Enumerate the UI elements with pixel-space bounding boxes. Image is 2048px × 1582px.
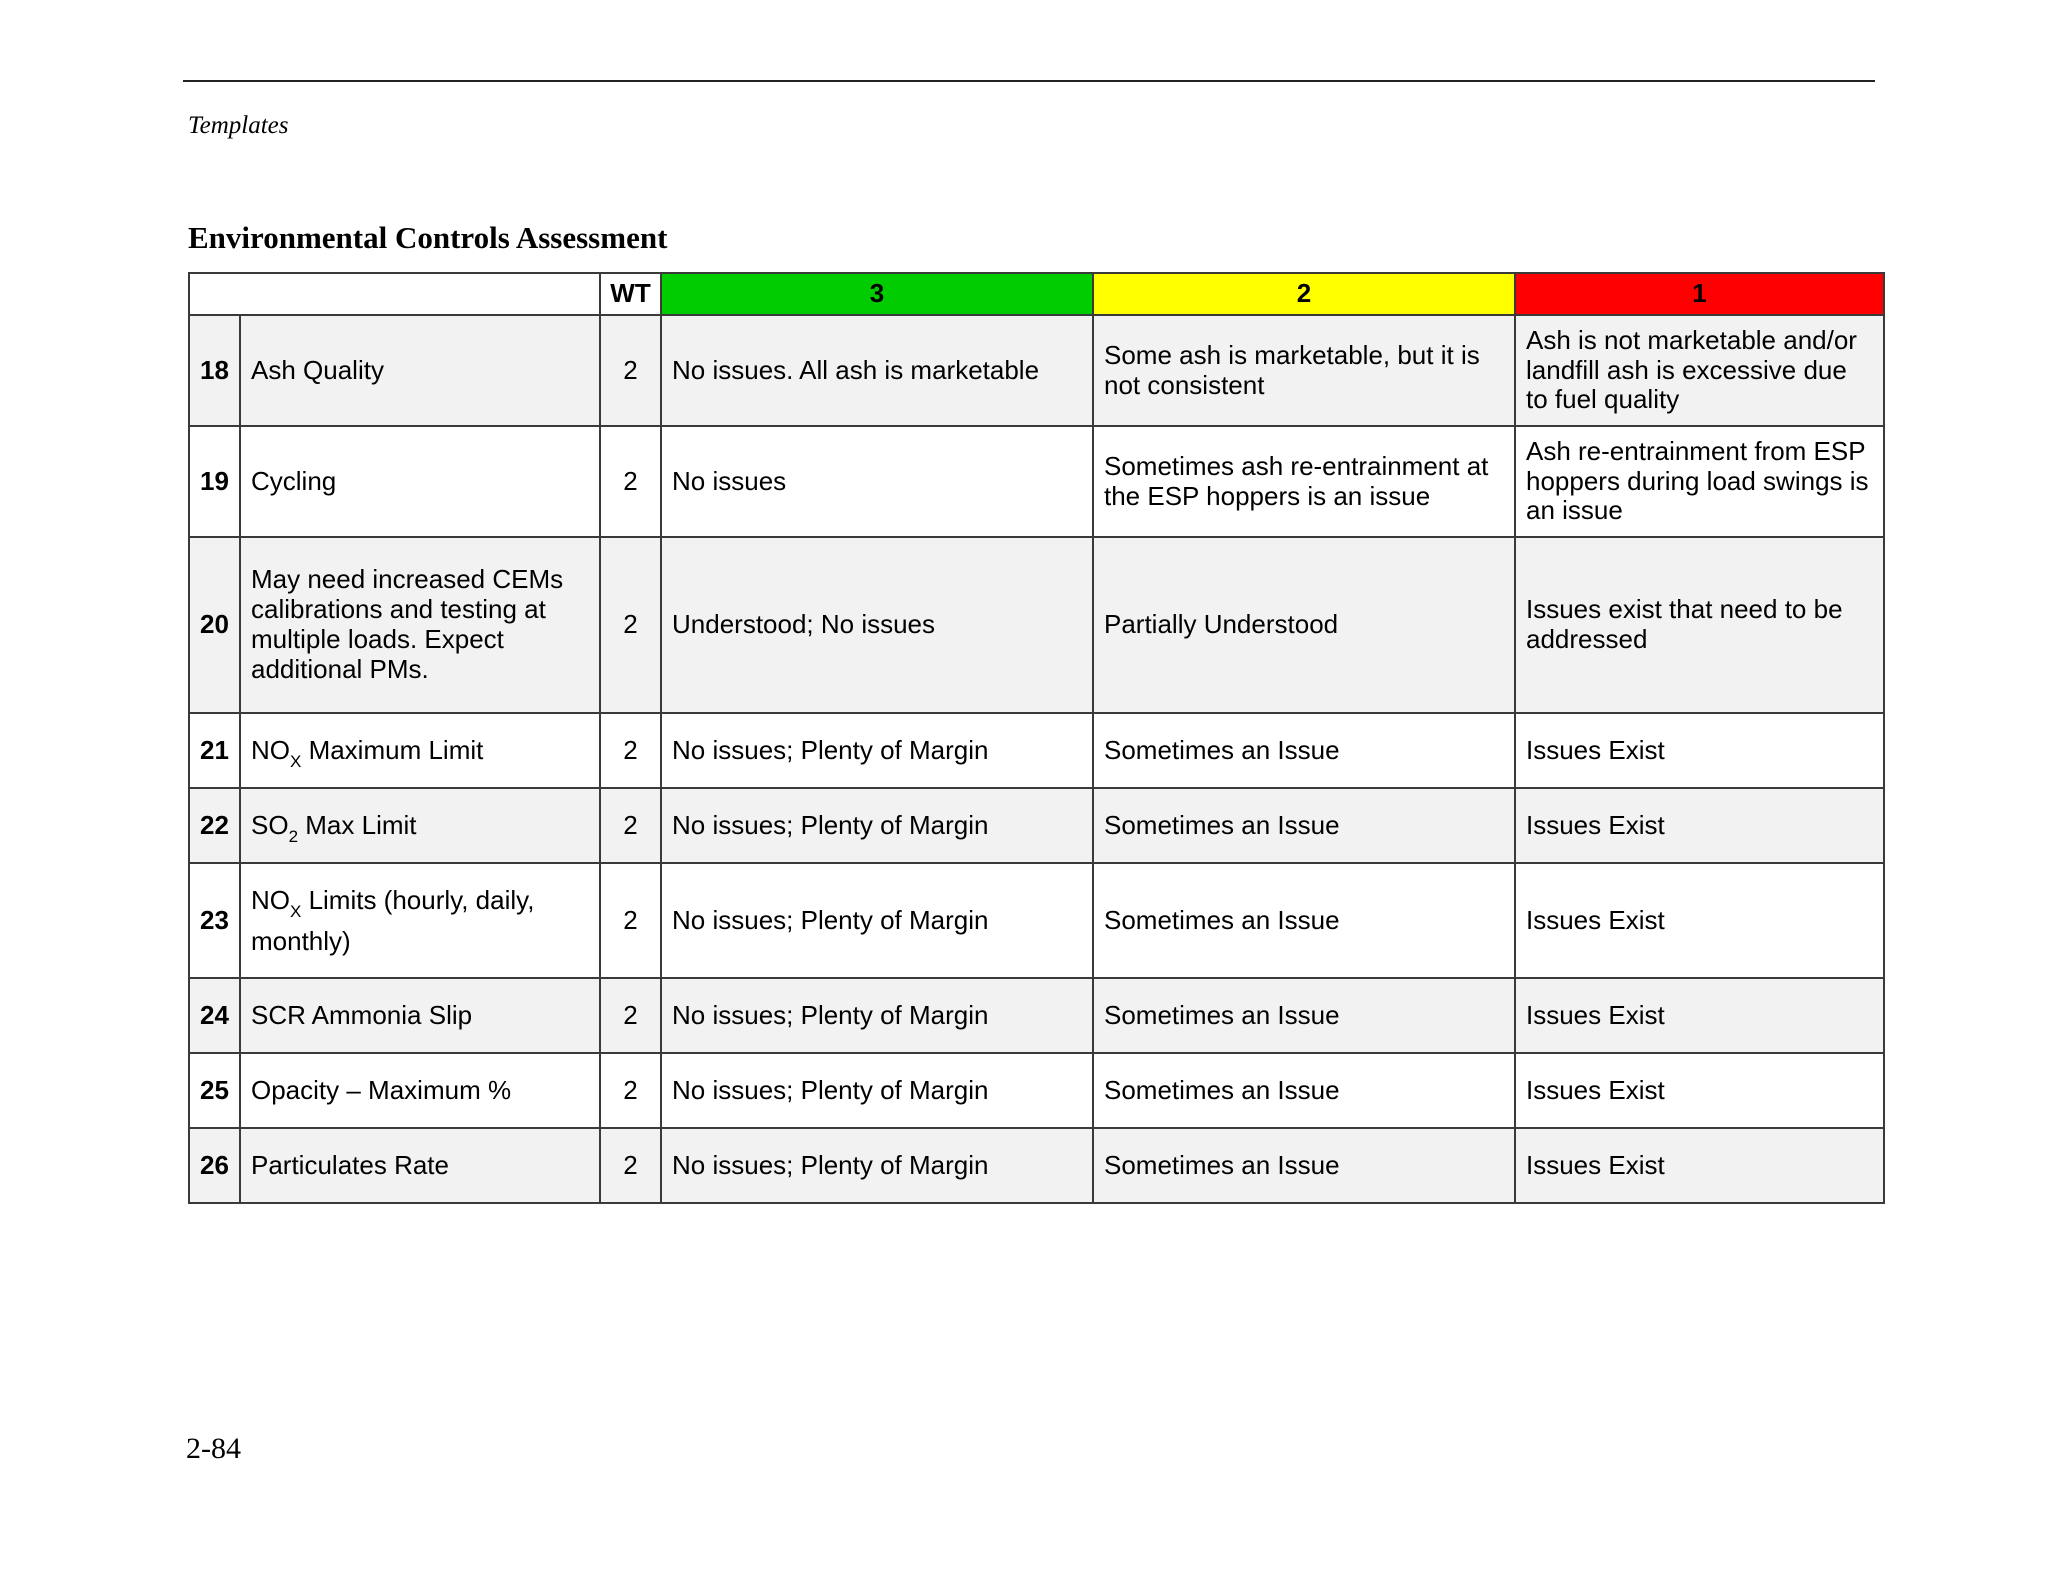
row-score-1: Issues Exist: [1515, 1053, 1884, 1128]
table-row: [189, 788, 1884, 863]
row-score-1: Ash re-entrainment from ESP hoppers during load swings is an issue: [1515, 426, 1884, 537]
row-number: 21: [189, 713, 240, 788]
row-score-2: Sometimes an Issue: [1093, 1128, 1515, 1203]
row-score-2: Some ash is marketable, but it is not consistent: [1093, 315, 1515, 426]
row-item: SCR Ammonia Slip: [240, 978, 600, 1053]
row-number: 22: [189, 788, 240, 863]
table-header-row: [189, 273, 1884, 315]
table-row: [189, 713, 1884, 788]
row-score-2: Sometimes an Issue: [1093, 713, 1515, 788]
row-item: Ash Quality: [240, 315, 600, 426]
row-number: 26: [189, 1128, 240, 1203]
table-row: [189, 1053, 1884, 1128]
running-header: Templates: [188, 112, 289, 139]
row-weight: 2: [600, 713, 661, 788]
row-score-3: No issues. All ash is marketable: [661, 315, 1093, 426]
page-number: 2-84: [186, 1432, 241, 1465]
row-score-1: Issues Exist: [1515, 788, 1884, 863]
row-item: May need increased CEMs calibrations and testing at multiple loads. Expect additional PMs.: [240, 537, 600, 713]
row-score-3: No issues; Plenty of Margin: [661, 978, 1093, 1053]
item-subscript: X: [290, 751, 302, 771]
row-score-1: Issues exist that need to be addressed: [1515, 537, 1884, 713]
row-score-3: Understood; No issues: [661, 537, 1093, 713]
row-weight: 2: [600, 1128, 661, 1203]
table-row: [189, 426, 1884, 537]
item-rest-text: Maximum Limit: [301, 734, 484, 765]
row-score-2: Sometimes an Issue: [1093, 1053, 1515, 1128]
row-score-1: Issues Exist: [1515, 713, 1884, 788]
row-number: 20: [189, 537, 240, 713]
row-number: 18: [189, 315, 240, 426]
row-score-3: No issues; Plenty of Margin: [661, 788, 1093, 863]
row-score-2: Sometimes an Issue: [1093, 788, 1515, 863]
row-weight: 2: [600, 978, 661, 1053]
item-rest-text: Max Limit: [298, 809, 417, 840]
table-row: [189, 863, 1884, 978]
table-row: [189, 537, 1884, 713]
row-score-1: Issues Exist: [1515, 863, 1884, 978]
row-score-3: No issues; Plenty of Margin: [661, 863, 1093, 978]
row-weight: 2: [600, 788, 661, 863]
table-row: [189, 978, 1884, 1053]
row-score-3: No issues; Plenty of Margin: [661, 1053, 1093, 1128]
row-score-2: Sometimes an Issue: [1093, 978, 1515, 1053]
row-item: [240, 863, 600, 978]
row-item: Particulates Rate: [240, 1128, 600, 1203]
row-weight: 2: [600, 426, 661, 537]
row-score-1: Issues Exist: [1515, 1128, 1884, 1203]
row-score-2: Sometimes ash re-entrainment at the ESP hoppers is an issue: [1093, 426, 1515, 537]
row-score-3: No issues; Plenty of Margin: [661, 1128, 1093, 1203]
row-weight: 2: [600, 1053, 661, 1128]
row-item: Opacity – Maximum %: [240, 1053, 600, 1128]
row-number: 24: [189, 978, 240, 1053]
table-row: [189, 315, 1884, 426]
item-main-text: NO: [251, 885, 290, 916]
item-subscript: 2: [288, 826, 299, 846]
item-main-text: NO: [251, 734, 290, 765]
row-item: Cycling: [240, 426, 600, 537]
row-number: 19: [189, 426, 240, 537]
section-title: Environmental Controls Assessment: [188, 220, 668, 255]
row-number: 23: [189, 863, 240, 978]
item-subscript: X: [290, 902, 302, 922]
item-rest-text: Limits (hourly, daily, monthly): [251, 885, 535, 956]
row-item: [240, 788, 600, 863]
header-rule: [183, 80, 1875, 82]
row-score-2: Sometimes an Issue: [1093, 863, 1515, 978]
row-number: 25: [189, 1053, 240, 1128]
header-wt: WT: [600, 273, 661, 315]
header-blank-cell: [189, 273, 600, 315]
header-score-3: 3: [661, 273, 1093, 315]
table-row: [189, 1128, 1884, 1203]
row-score-3: No issues; Plenty of Margin: [661, 713, 1093, 788]
assessment-table: [188, 272, 1885, 1204]
row-weight: 2: [600, 315, 661, 426]
row-item: [240, 713, 600, 788]
header-score-1: 1: [1515, 273, 1884, 315]
row-score-3: No issues: [661, 426, 1093, 537]
row-score-1: Issues Exist: [1515, 978, 1884, 1053]
row-weight: 2: [600, 863, 661, 978]
row-score-2: Partially Understood: [1093, 537, 1515, 713]
row-weight: 2: [600, 537, 661, 713]
row-score-1: Ash is not marketable and/or landfill ash is excessive due to fuel quality: [1515, 315, 1884, 426]
item-main-text: SO: [251, 809, 289, 840]
header-score-2: 2: [1093, 273, 1515, 315]
